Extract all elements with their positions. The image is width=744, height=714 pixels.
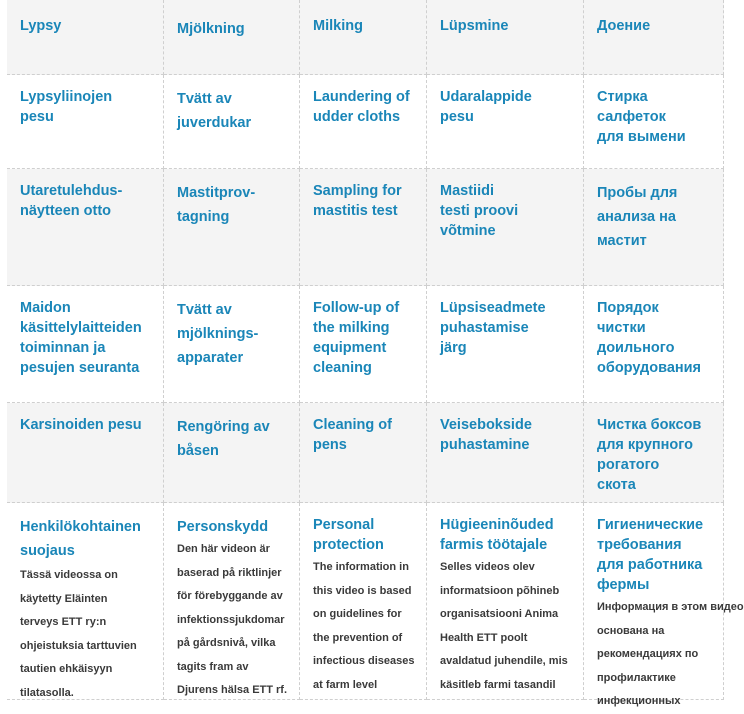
video-link[interactable]: Доение: [597, 18, 651, 34]
video-link[interactable]: Mastiidi testi proovi võtmine: [440, 183, 519, 239]
table-cell: [164, 403, 300, 503]
video-link[interactable]: Lüpsmine: [440, 18, 509, 34]
video-link[interactable]: Personal protection: [313, 517, 384, 553]
video-link[interactable]: Стирка салфеток для вымени: [597, 89, 686, 145]
video-description: Selles videos olev informatsioon põhineb organisatsiooni Anima Health ETT poolt avaldatud juhendile, mis käsitleb farmi tasandil: [440, 561, 568, 691]
table-cell: [164, 286, 300, 403]
table-cell: [164, 503, 300, 700]
video-link[interactable]: Lypsyliinojen pesu: [20, 89, 113, 125]
table-cell: [7, 169, 164, 286]
video-link[interactable]: Sampling for mastitis test: [313, 183, 402, 219]
table-cell: [584, 286, 724, 403]
table-cell: [427, 169, 584, 286]
table-cell: [427, 403, 584, 503]
table-cell: [300, 403, 427, 503]
video-link[interactable]: Lüpsiseadmete puhastamise järg: [440, 300, 546, 356]
table-cell: [300, 286, 427, 403]
video-link[interactable]: Чистка боксов для крупного рогатого скота: [597, 417, 702, 493]
table-cell: [300, 503, 427, 700]
table-cell: [7, 286, 164, 403]
video-link[interactable]: Пробы для анализа на мастит: [597, 185, 678, 249]
video-description: The information in this video is based on guidelines for the prevention of infectious diseases at farm level: [313, 561, 415, 691]
video-link[interactable]: Maidon käsittelylaitteiden toiminnan ja pesujen seuranta: [20, 300, 142, 376]
table-cell: [7, 75, 164, 169]
table-cell: [427, 503, 584, 700]
table-cell: [427, 0, 584, 75]
video-link[interactable]: Utaretulehdus- näytteen otto: [20, 183, 123, 219]
video-link[interactable]: Hügieeninõuded farmis töötajale: [440, 517, 554, 553]
video-description: Информация в этом видео основана на рекомендациях по профилактике инфекционных: [597, 601, 744, 707]
video-link[interactable]: Mjölkning: [177, 21, 245, 37]
video-link[interactable]: Mastitprov- tagning: [177, 185, 256, 225]
table-cell: [427, 286, 584, 403]
table-cell: [584, 75, 724, 169]
table-cell: [164, 75, 300, 169]
table-cell: [164, 169, 300, 286]
video-link[interactable]: Follow-up of the milking equipment cleaning: [313, 300, 400, 376]
video-link[interactable]: Milking: [313, 18, 363, 34]
video-link[interactable]: Veisebokside puhastamine: [440, 417, 532, 453]
video-link[interactable]: Udaralappide pesu: [440, 89, 532, 125]
table-cell: [584, 503, 744, 707]
table-cell: [7, 0, 164, 75]
video-link[interactable]: Lypsy: [20, 18, 62, 34]
video-link[interactable]: Karsinoiden pesu: [20, 417, 142, 433]
video-link[interactable]: Rengöring av båsen: [177, 419, 270, 459]
video-description: Tässä videossa on käytetty Eläinten terveys ETT ry:n ohjeistuksia tarttuvien tautien ehkäisyyn tilatasolla.: [20, 569, 137, 699]
video-link[interactable]: Personskydd: [177, 519, 269, 535]
video-link[interactable]: Cleaning of pens: [313, 417, 392, 453]
video-description: Den här videon är baserad på riktlinjer för förebyggande av infektionssjukdomar på gårdsnivå, vilka tagits fram av Djurens hälsa ETT rf.: [177, 543, 288, 696]
video-link[interactable]: Laundering of udder cloths: [313, 89, 410, 125]
table-cell: [427, 75, 584, 169]
video-link[interactable]: Гигиенические требования для работника фермы: [597, 517, 704, 593]
table-cell: [584, 0, 724, 75]
table-cell: [300, 169, 427, 286]
table-cell: [584, 169, 724, 286]
video-link[interactable]: Henkilökohtainen suojaus: [20, 519, 141, 559]
table-cell: [584, 403, 724, 503]
table-cell: [300, 0, 427, 75]
video-link[interactable]: Tvätt av juverdukar: [177, 91, 252, 131]
video-link[interactable]: Порядок чистки доильного оборудования: [597, 300, 702, 376]
table-cell: [300, 75, 427, 169]
table-cell: [7, 403, 164, 503]
video-link[interactable]: Tvätt av mjölknings- apparater: [177, 302, 259, 366]
table-cell: [7, 503, 164, 700]
table-cell: [164, 0, 300, 75]
